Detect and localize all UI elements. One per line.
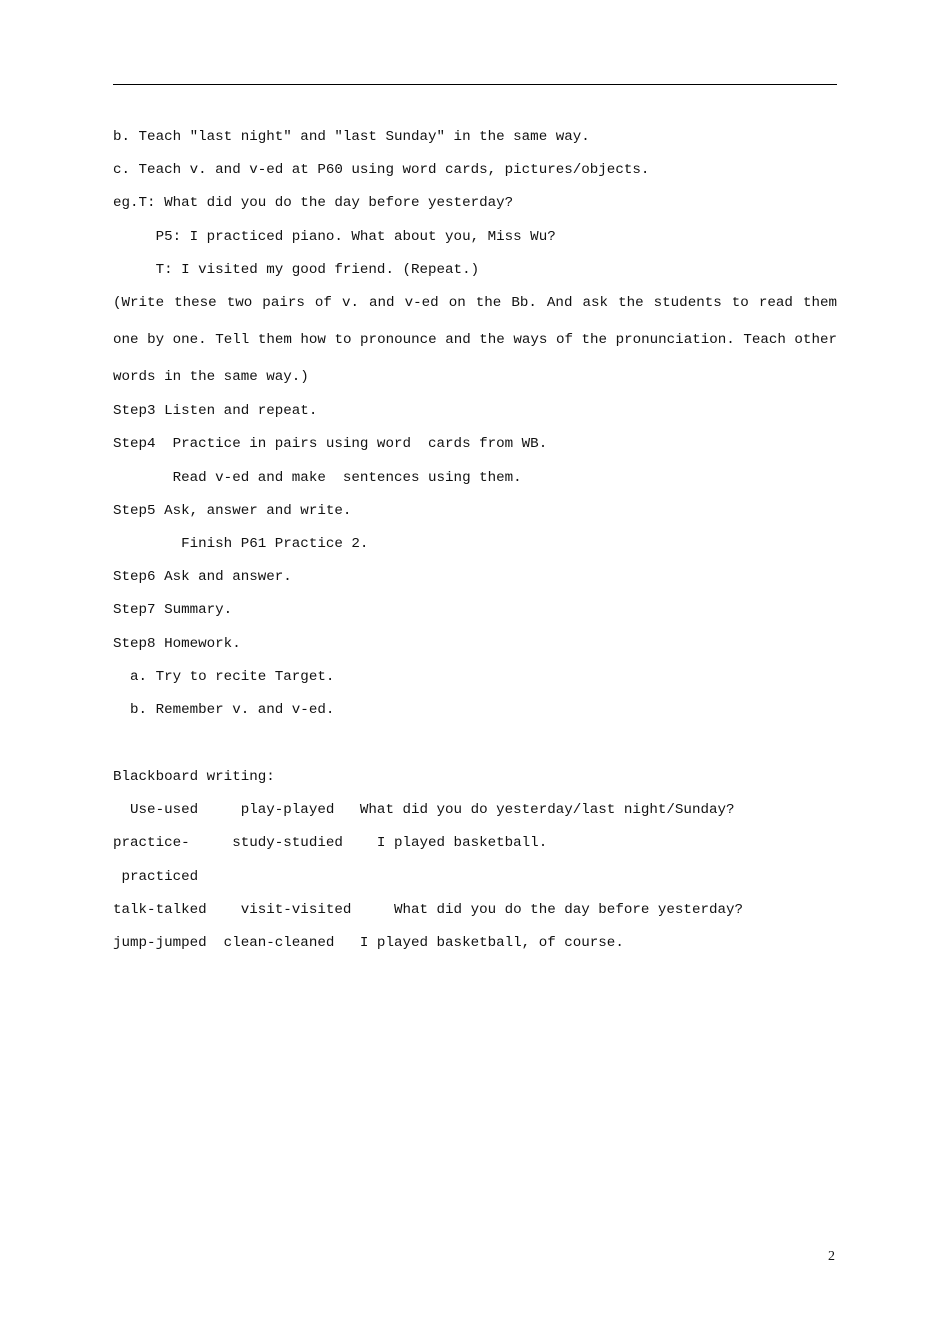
blackboard-row: practiced (113, 869, 199, 885)
text-line: eg.T: What did you do the day before yesterday? (113, 195, 514, 211)
text-line: Step8 Homework. (113, 636, 241, 652)
blackboard-heading: Blackboard writing: (113, 769, 275, 785)
blackboard-row: jump-jumped clean-cleaned I played basketball, of course. (113, 935, 624, 951)
text-line: c. Teach v. and v-ed at P60 using word cards, pictures/objects. (113, 162, 650, 178)
text-line: Step4 Practice in pairs using word cards from WB. (113, 436, 548, 452)
text-line: Finish P61 Practice 2. (113, 536, 369, 552)
text-paragraph: (Write these two pairs of v. and v-ed on the Bb. And ask the students to read them one by one. Tell them how to pronounce and the ways of the pronunciation. Teach other words in the same way.) (113, 295, 837, 385)
text-line: Step5 Ask, answer and write. (113, 503, 352, 519)
blackboard-row: talk-talked visit-visited What did you do the day before yesterday? (113, 902, 744, 918)
text-line: Step7 Summary. (113, 602, 233, 618)
blackboard-row: Use-used play-played What did you do yesterday/last night/Sunday? (113, 802, 735, 818)
text-line: P5: I practiced piano. What about you, Miss Wu? (113, 229, 556, 245)
blackboard-row: practice- study-studied I played basketball. (113, 835, 548, 851)
text-line: b. Remember v. and v-ed. (113, 702, 335, 718)
text-line: Step3 Listen and repeat. (113, 403, 318, 419)
text-line: a. Try to recite Target. (113, 669, 335, 685)
text-line: Read v-ed and make sentences using them. (113, 470, 522, 486)
page-number: 2 (828, 1249, 835, 1264)
text-line: b. Teach "last night" and "last Sunday" in the same way. (113, 129, 590, 145)
text-line: T: I visited my good friend. (Repeat.) (113, 262, 480, 278)
text-line: Step6 Ask and answer. (113, 569, 292, 585)
header-rule (113, 84, 837, 85)
